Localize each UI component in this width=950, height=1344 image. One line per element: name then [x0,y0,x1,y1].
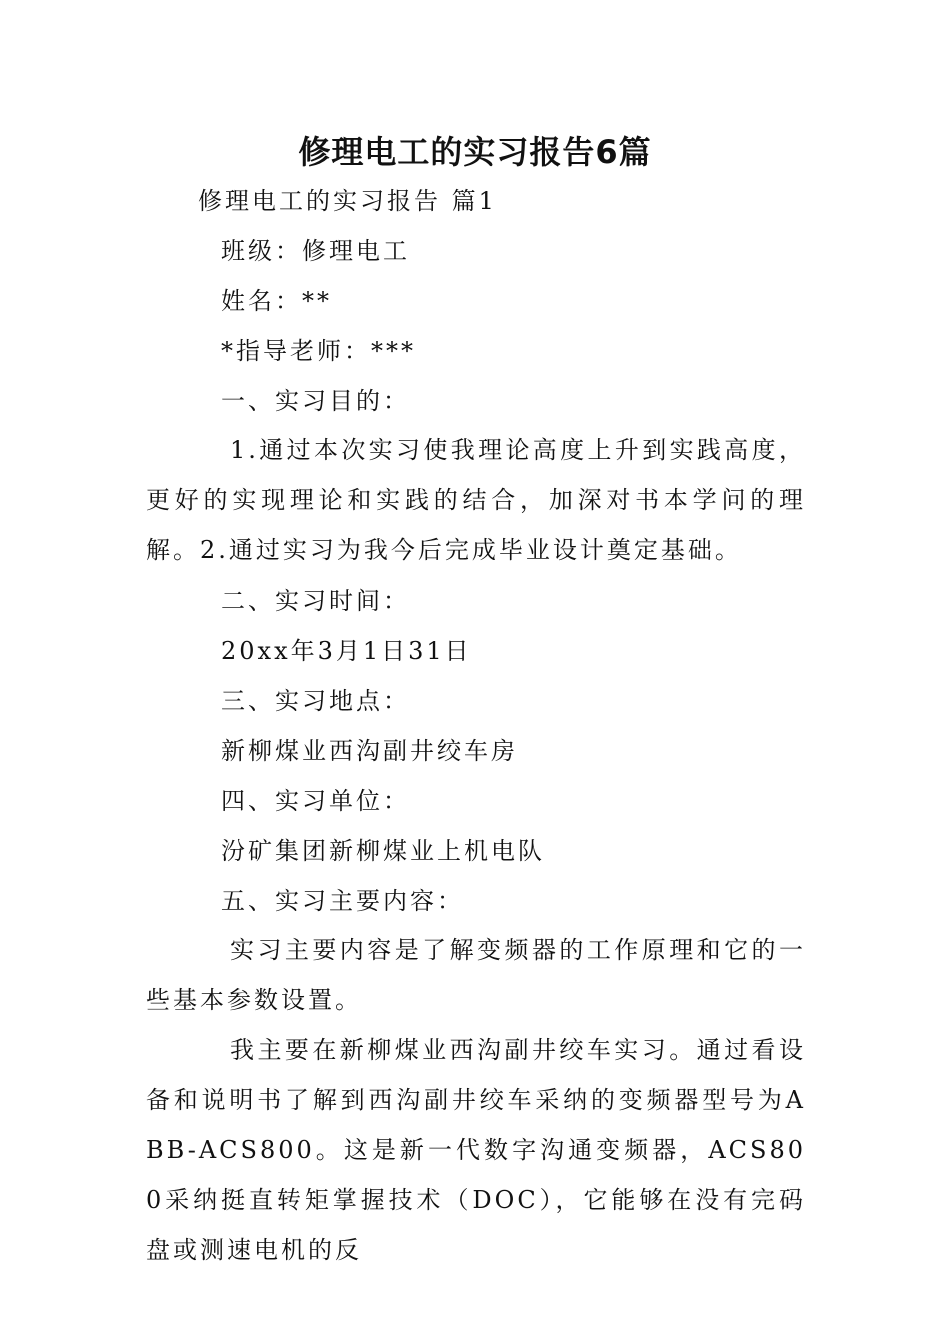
section-heading-time: 二、实习时间： [221,587,410,615]
section-body-purpose: 1.通过本次实习使我理论高度上升到实践高度，更好的实现理论和实践的结合，加深对书本学问的理解。2.通过实习为我今后完成毕业设计奠定基础。 [146,436,806,564]
section-content-paragraph-2: 我主要在新柳煤业西沟副井绞车实习。通过看设备和说明书了解到西沟副井绞车采纳的变频器型号为ABB-ACS800。这是新一代数字沟通变频器，ACS800采纳挺直转矩掌握技术（DOC），它能够在没有完码盘或测速电机的反 [146,1036,806,1264]
section-body-unit: 汾矿集团新柳煤业上机电队 [221,837,545,865]
section-heading-purpose: 一、实习目的： [221,387,410,415]
section-body-time: 20xx年3月1日31日 [221,637,472,665]
report-subtitle: 修理电工的实习报告 篇1 [198,187,497,215]
class-line: 班级：修理电工 [221,237,410,265]
section-heading-location: 三、实习地点： [221,687,410,715]
section-heading-unit: 四、实习单位： [221,787,410,815]
document-title: 修理电工的实习报告6篇 [298,133,652,171]
section-content-paragraph-1: 实习主要内容是了解变频器的工作原理和它的一些基本参数设置。 [146,936,806,1014]
section-heading-content: 五、实习主要内容： [221,887,464,915]
name-line: 姓名：** [221,287,332,315]
section-body-location: 新柳煤业西沟副井绞车房 [221,737,518,765]
teacher-line: *指导老师：*** [221,337,416,365]
